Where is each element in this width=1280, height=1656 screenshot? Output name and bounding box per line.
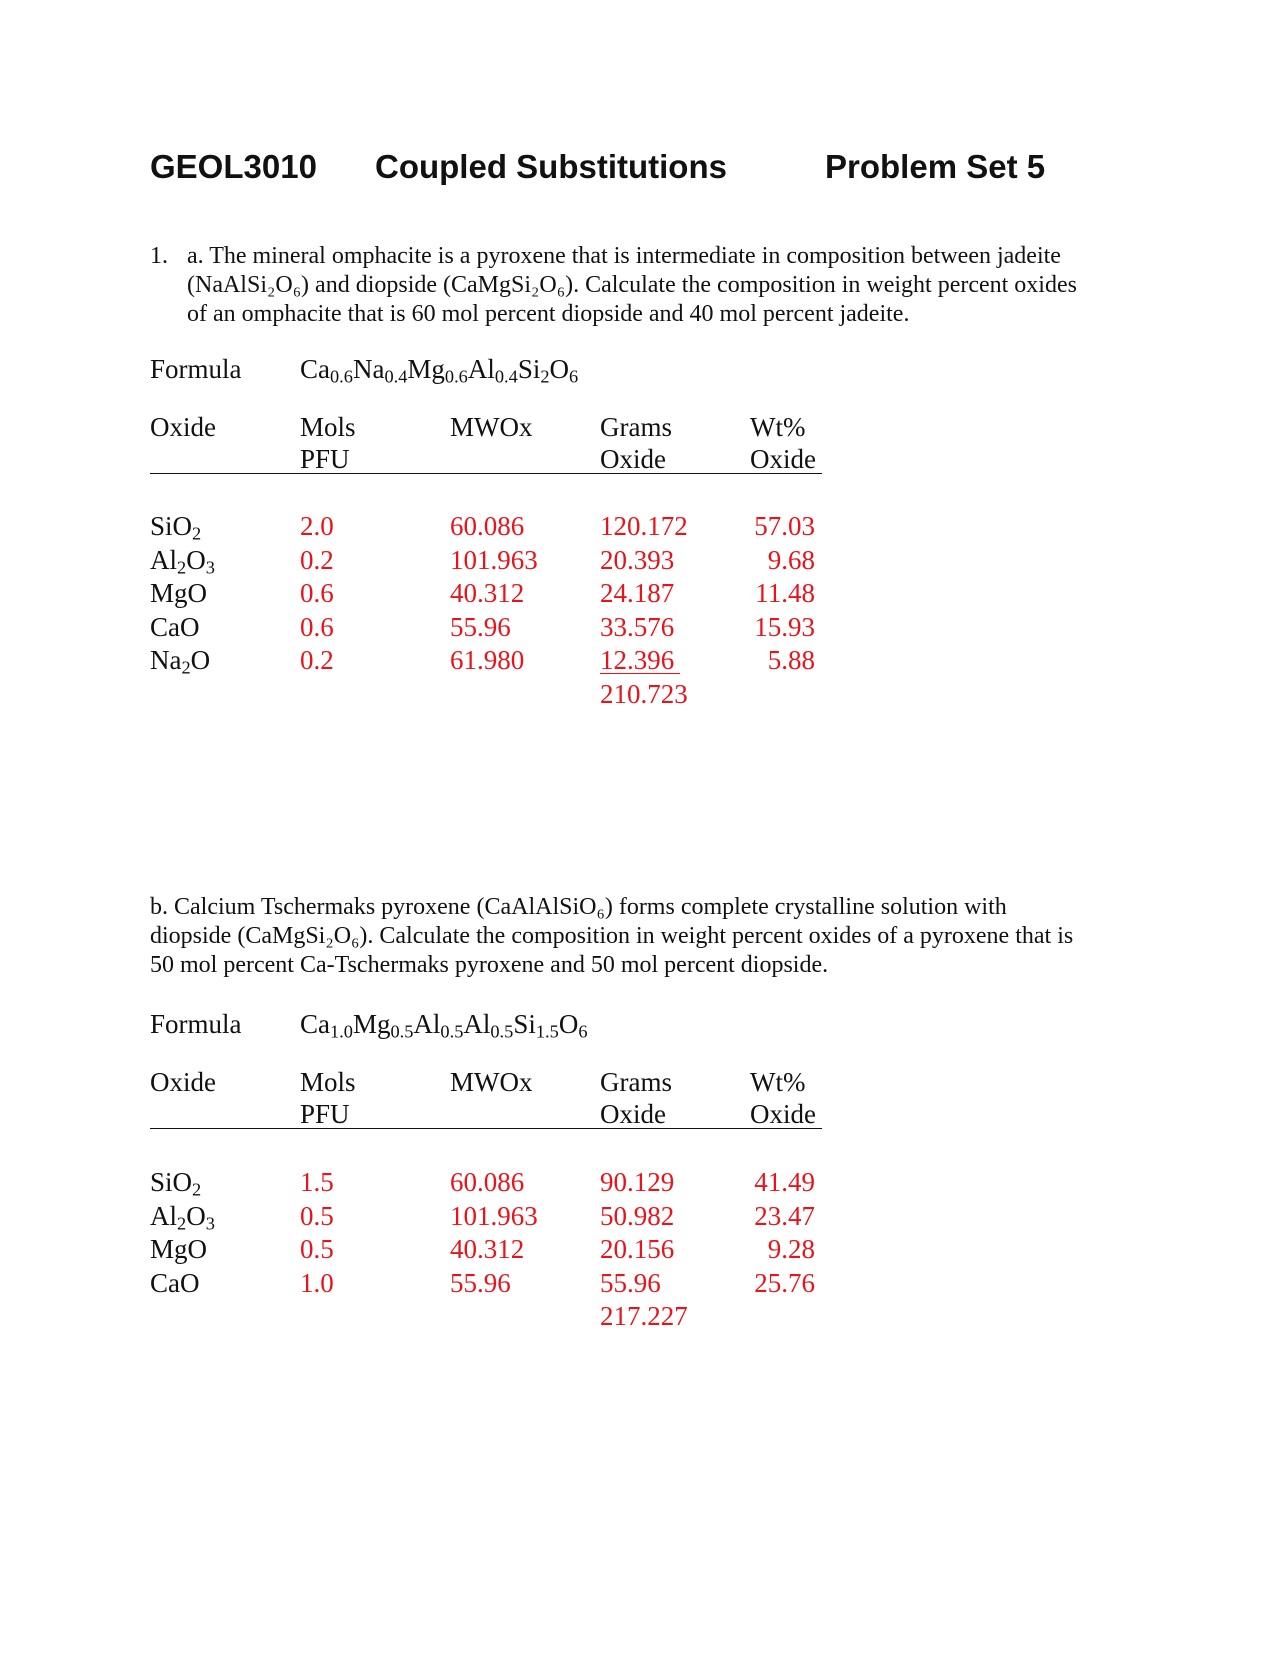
oxide-cell: $Al_2O_3$ [150, 544, 215, 578]
col-header-grams: Grams [600, 412, 672, 442]
wt-cell: 41.49 [754, 1167, 815, 1197]
oxide-cell: CaO [150, 611, 200, 642]
mols-cell: 1.5 [300, 1167, 334, 1197]
chemical-formula: $Ca_{0.6}Na_{0.4}Mg_{0.6}Al_{0.4}Si_2O_6$ [300, 354, 579, 387]
col-header-mwox: MWOx [450, 412, 533, 442]
sum-underline [600, 673, 680, 674]
col-header-grams-oxide: Oxide [600, 1099, 666, 1129]
wt-cell: 15.93 [754, 611, 815, 642]
mwox-cell: 55.96 [450, 1267, 511, 1298]
formula-label: Formula [150, 1009, 242, 1039]
mols-cell: 0.6 [300, 611, 334, 642]
grams-cell: 90.129 [600, 1167, 675, 1197]
oxide-cell: $Na_2O$ [150, 645, 211, 678]
course-code: GEOL3010 [150, 148, 317, 185]
oxide-cell: $Al_2O_3$ [150, 1200, 215, 1234]
oxide-cell: SiO$_2$ [150, 511, 202, 544]
part-b-question [150, 893, 1073, 980]
oxide-cell: CaO [150, 1267, 200, 1298]
col-header-mols: Mols [300, 412, 356, 442]
total-grams: 217.227 [600, 1301, 688, 1331]
mwox-cell: 40.312 [450, 578, 525, 608]
mwox-cell: 61.980 [450, 645, 525, 675]
topic-title: Coupled Substitutions [375, 148, 727, 185]
mwox-cell: 60.086 [450, 511, 525, 541]
wt-cell: 11.48 [755, 578, 815, 608]
problem-set-title: Problem Set 5 [825, 148, 1046, 185]
mols-cell: 0.2 [300, 645, 334, 675]
formula-label: Formula [150, 354, 242, 384]
col-header-mwox: MWOx [450, 1067, 533, 1097]
mols-cell: 1.0 [300, 1267, 334, 1298]
col-header-wt-oxide: Oxide [750, 444, 816, 474]
grams-cell: 120.172 [600, 511, 688, 541]
col-header-pfu: PFU [300, 444, 350, 474]
oxide-cell: MgO [150, 1234, 208, 1264]
question-line: b. Calcium Tschermaks pyroxene (CaAlAlSiO₆) forms complete crystalline solution with [150, 894, 1007, 920]
mols-cell: 0.5 [300, 1234, 334, 1264]
grams-cell: 55.96 [600, 1267, 661, 1298]
question-number: 1. [150, 243, 168, 269]
question-line: a. The mineral omphacite is a pyroxene that is intermediate in composition between jadeite [187, 243, 1061, 269]
question-line: 50 mol percent Ca-Tschermaks pyroxene and 50 mol percent diopside. [150, 952, 829, 978]
wt-cell: 57.03 [754, 511, 815, 541]
total-grams: 210.723 [600, 678, 688, 709]
question-line: of an omphacite that is 60 mol percent diopside and 40 mol percent jadeite. [187, 301, 910, 327]
col-header-wt-oxide: Oxide [750, 1099, 816, 1129]
table-header-rule [150, 473, 822, 474]
chemical-formula: $Ca_{1.0}Mg_{0.5}Al_{0.5}Al_{0.5}Si_{1.5}O_6$ [300, 1009, 588, 1042]
col-header-grams: Grams [600, 1067, 672, 1097]
mols-cell: 0.5 [300, 1200, 334, 1231]
col-header-wt: Wt% [750, 412, 806, 442]
question-line: diopside (CaMgSi₂O₆). Calculate the composition in weight percent oxides of a pyroxene that is [150, 923, 1074, 949]
grams-cell: 12.396 [600, 645, 675, 675]
grams-cell: 20.156 [600, 1234, 675, 1264]
wt-cell: 25.76 [754, 1267, 815, 1298]
wt-cell: 9.68 [767, 544, 815, 575]
question-line: (NaAlSi₂O₆) and diopside (CaMgSi₂O₆). Calculate the composition in weight percent oxides [187, 272, 1077, 298]
col-header-wt: Wt% [750, 1067, 806, 1097]
col-header-oxide: Oxide [150, 412, 216, 442]
grams-cell: 20.393 [600, 544, 675, 575]
wt-cell: 23.47 [754, 1200, 815, 1231]
mwox-cell: 40.312 [450, 1234, 525, 1264]
mwox-cell: 101.963 [450, 544, 538, 575]
table-header-rule [150, 1128, 822, 1129]
part-a-question [187, 242, 1077, 329]
oxide-cell: SiO$_2$ [150, 1167, 202, 1200]
mwox-cell: 60.086 [450, 1167, 525, 1197]
wt-cell: 9.28 [767, 1234, 815, 1264]
col-header-oxide: Oxide [150, 1067, 216, 1097]
col-header-mols: Mols [300, 1067, 356, 1097]
mols-cell: 2.0 [300, 511, 334, 541]
col-header-grams-oxide: Oxide [600, 444, 666, 474]
wt-cell: 5.88 [767, 645, 815, 675]
mwox-cell: 101.963 [450, 1200, 538, 1231]
col-header-pfu: PFU [300, 1099, 350, 1129]
oxide-cell: MgO [150, 578, 208, 608]
grams-cell: 33.576 [600, 611, 675, 642]
mols-cell: 0.6 [300, 578, 334, 608]
mwox-cell: 55.96 [450, 611, 511, 642]
grams-cell: 50.982 [600, 1200, 675, 1231]
grams-cell: 24.187 [600, 578, 675, 608]
mols-cell: 0.2 [300, 544, 334, 575]
